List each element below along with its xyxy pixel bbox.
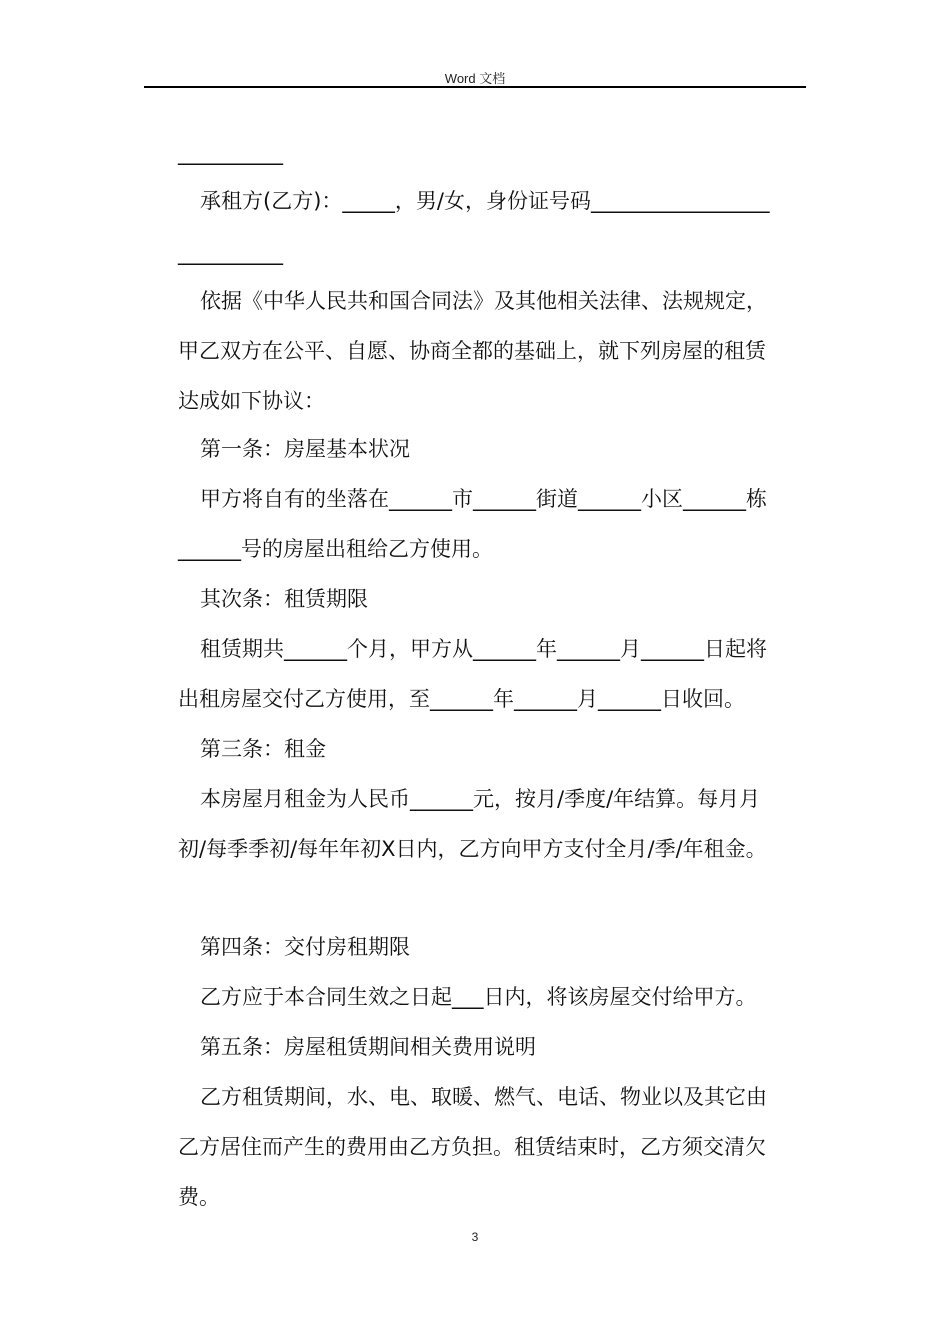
clause-heading: 第三条：租金	[200, 737, 326, 761]
lessee-line: 承租方(乙方)：_____，男/女，身份证号码_________________	[200, 189, 770, 213]
paragraph-line: 乙方租赁期间，水、电、取暖、燃气、电话、物业以及其它由	[200, 1085, 767, 1109]
blank-line: __________	[178, 241, 283, 265]
paragraph-line: 租赁期共______个月，甲方从______年______月______日起将	[200, 637, 767, 661]
clause-heading: 第一条：房屋基本状况	[200, 437, 410, 461]
page-number: 3	[471, 1230, 479, 1244]
blank-line: __________	[178, 141, 283, 165]
paragraph-line: 出租房屋交付乙方使用，至______年______月______日收回。	[178, 687, 745, 711]
header-rule	[144, 86, 806, 88]
paragraph-line: 达成如下协议：	[178, 389, 325, 413]
paragraph-line: 乙方应于本合同生效之日起___日内，将该房屋交付给甲方。	[200, 985, 757, 1009]
clause-heading: 第四条：交付房租期限	[200, 935, 410, 959]
clause-heading: 其次条：租赁期限	[200, 587, 368, 611]
paragraph-line: 初/每季季初/每年年初X日内，乙方向甲方支付全月/季/年租金。	[178, 837, 767, 861]
paragraph-line: 费。	[178, 1185, 220, 1209]
paragraph-line: 甲方将自有的坐落在______市______街道______小区______栋	[200, 487, 767, 511]
page-header: Word 文档	[444, 71, 506, 86]
paragraph-line: 本房屋月租金为人民币______元，按月/季度/年结算。每月月	[200, 787, 761, 811]
clause-heading: 第五条：房屋租赁期间相关费用说明	[200, 1035, 536, 1059]
paragraph-line: 乙方居住而产生的费用由乙方负担。租赁结束时，乙方须交清欠	[178, 1135, 766, 1159]
paragraph-line: ______号的房屋出租给乙方使用。	[178, 537, 493, 561]
paragraph-line: 依据《中华人民共和国合同法》及其他相关法律、法规规定，	[200, 289, 767, 313]
paragraph-line: 甲乙双方在公平、自愿、协商全都的基础上，就下列房屋的租赁	[178, 339, 766, 363]
